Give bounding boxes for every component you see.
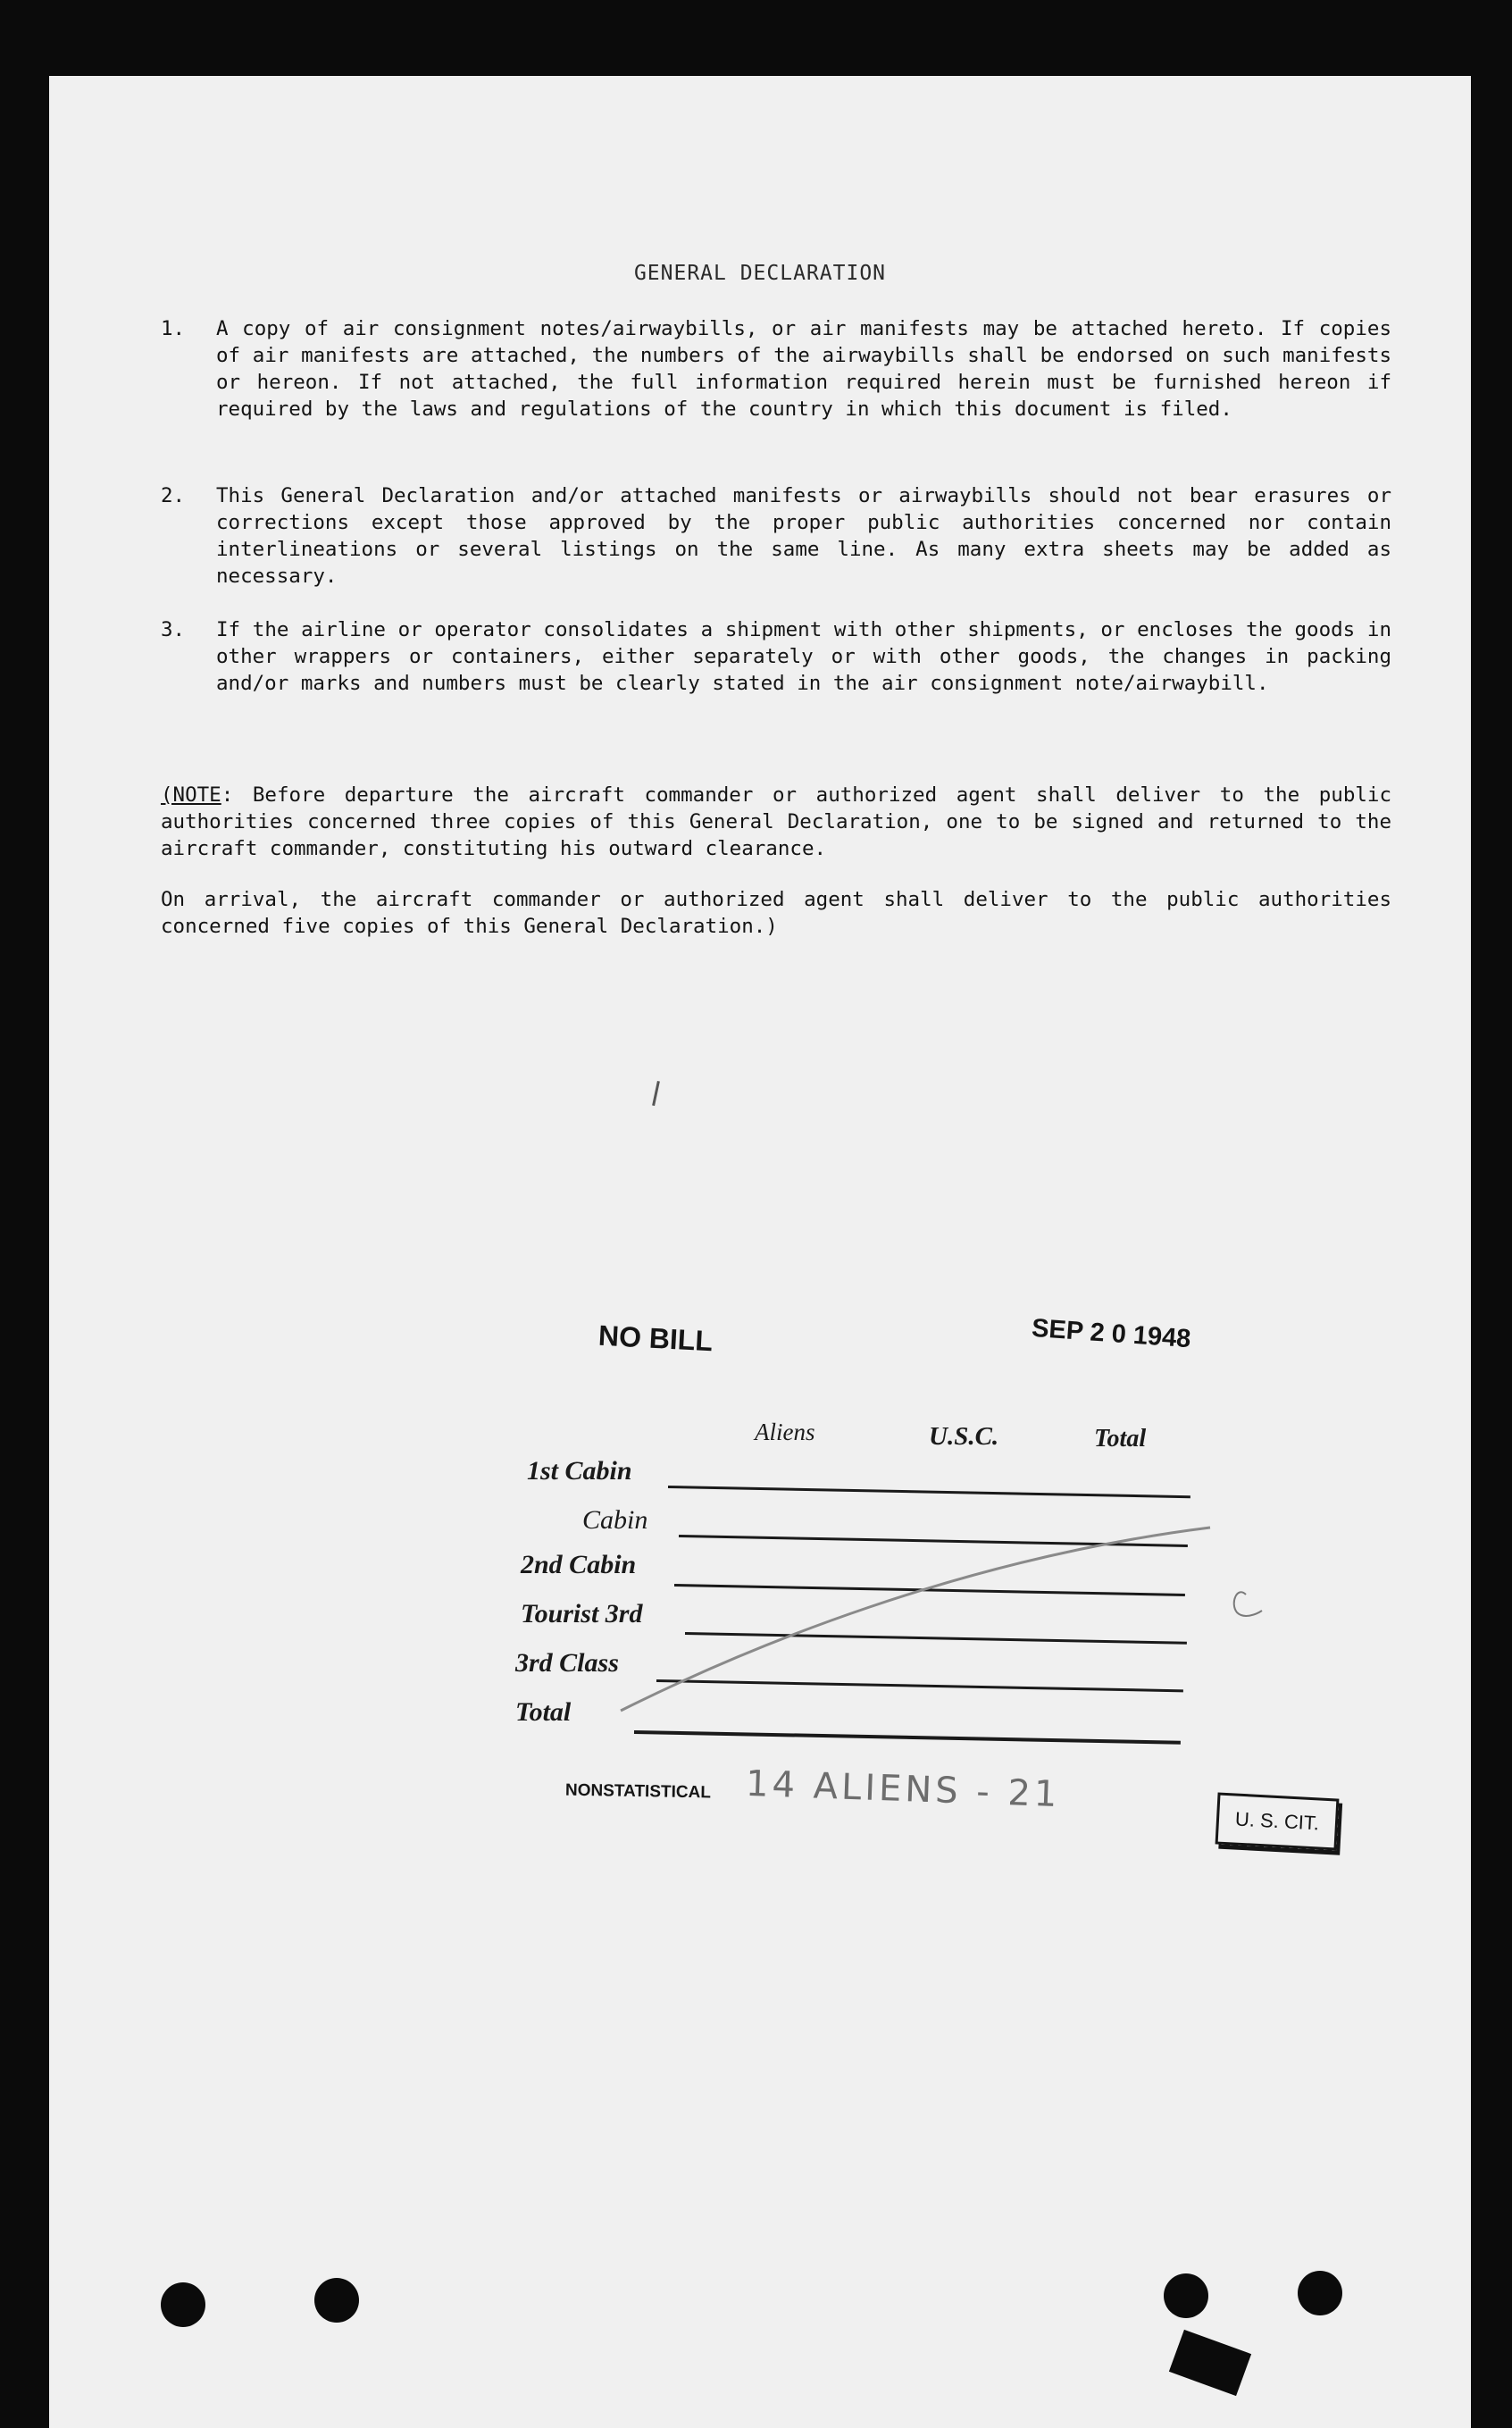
row-1st-cabin: 1st Cabin — [527, 1456, 632, 1486]
row-total: Total — [515, 1697, 572, 1727]
row-tourist-3rd: Tourist 3rd — [521, 1599, 643, 1628]
column-total: Total — [1094, 1425, 1147, 1453]
item-number: 2. — [161, 484, 186, 507]
note-label: (NOTE — [161, 783, 221, 807]
row-cabin: Cabin — [582, 1505, 648, 1535]
item-text: This General Declaration and/or attached manifests or airwaybills should not bear erasures or corrections except those approved by the proper public authorities concerned nor contain interlineations or several listings on the same line. As many extra sheets may be added as necessary. — [216, 484, 1391, 588]
item-number: 3. — [161, 618, 186, 641]
item-text: If the airline or operator consolidates a shipment with other shipments, or encloses the goods in other wrappers or containers, either separately or with other goods, the changes in packing and/or marks and numbers must be clearly stated in the air consignment note/airwaybill. — [216, 618, 1391, 695]
row-2nd-cabin: 2nd Cabin — [521, 1550, 637, 1579]
column-aliens: Aliens — [755, 1419, 815, 1445]
document-title: GENERAL DECLARATION — [633, 262, 887, 285]
us-cit-stamp — [1215, 1792, 1340, 1850]
arrival-paragraph: On arrival, the aircraft commander or authorized agent shall deliver to the public authorities concerned five copies of this General Declaration.) — [161, 888, 1391, 938]
note-text: : Before departure the aircraft commander or authorized agent shall deliver to the public authorities concerned three copies of this General Declaration, one to be signed and returned to the aircraft commander, constituting his outward clearance. — [161, 783, 1391, 860]
punch-hole — [1164, 2273, 1208, 2318]
date-stamp: SEP 2 0 1948 — [1031, 1313, 1192, 1354]
handwritten-annotation: 14 ALIENS - 21 — [745, 1762, 1062, 1816]
row-3rd-class: 3rd Class — [515, 1648, 619, 1678]
item-text: A copy of air consignment notes/airwaybills, or air manifests may be attached hereto. If copies of air manifests are attached, the numbers of the airwaybills shall be endorsed on such manifests or hereon. If not attached, the full information required herein must be furnished hereon if required by the laws and regulations of the country in which this document is filed. — [216, 317, 1391, 421]
handwritten-e-mark — [1234, 1592, 1262, 1616]
us-cit-label: U. S. CIT. — [1234, 1807, 1320, 1835]
column-usc: U.S.C. — [929, 1422, 999, 1451]
item-number: 1. — [161, 317, 186, 340]
punch-hole — [314, 2278, 359, 2323]
pencil-strike — [49, 76, 1471, 2428]
no-bill-stamp: NO BILL — [597, 1319, 714, 1358]
declaration-sheet — [49, 76, 1471, 2428]
nonstatistical-stamp: NONSTATISTICAL — [564, 1780, 712, 1803]
punch-hole — [161, 2282, 205, 2327]
punch-hole — [1298, 2271, 1342, 2315]
